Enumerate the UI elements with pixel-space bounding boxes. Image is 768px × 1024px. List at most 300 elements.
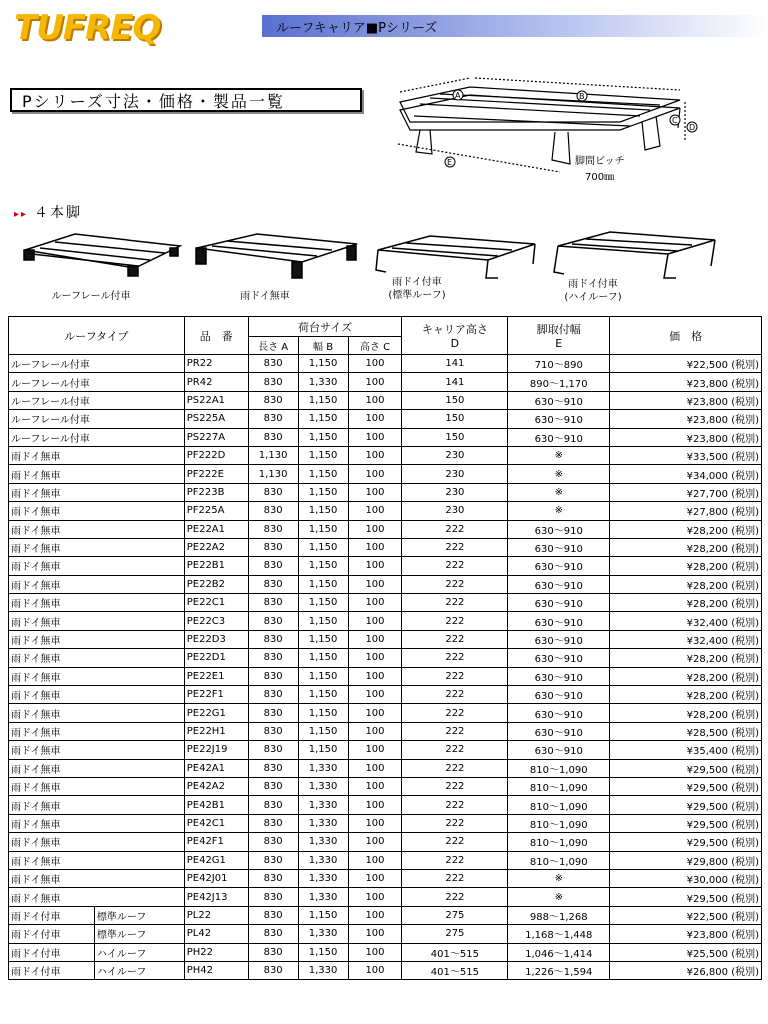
width-cell: 1,150	[298, 557, 348, 575]
roof-subtype-cell: ハイルーフ	[94, 961, 184, 979]
leg-width-cell: 630～910	[508, 741, 610, 759]
table-row	[9, 961, 762, 979]
price-cell: ¥23,800 (税別)	[610, 428, 762, 446]
roof-type-cell: 雨ドイ無車	[9, 612, 185, 630]
table-row	[9, 796, 762, 814]
leg-width-cell: 810～1,090	[508, 796, 610, 814]
height-cell: 100	[348, 906, 402, 924]
part-no-cell: PF223B	[184, 483, 248, 501]
height-cell: 100	[348, 722, 402, 740]
carrier-height-cell: 230	[402, 502, 508, 520]
length-cell: 830	[248, 777, 298, 795]
roof-type-cell: 雨ドイ無車	[9, 557, 185, 575]
table-row	[9, 446, 762, 464]
roof-type-cell: 雨ドイ付車	[9, 943, 95, 961]
carrier-height-cell: 222	[402, 777, 508, 795]
height-cell: 100	[348, 391, 402, 409]
length-cell: 1,130	[248, 446, 298, 464]
table-row	[9, 465, 762, 483]
table-row	[9, 355, 762, 373]
width-cell: 1,330	[298, 961, 348, 979]
leg-width-cell: ※	[508, 502, 610, 520]
height-cell: 100	[348, 373, 402, 391]
table-row	[9, 943, 762, 961]
height-cell: 100	[348, 575, 402, 593]
height-cell: 100	[348, 446, 402, 464]
price-cell: ¥29,500 (税別)	[610, 833, 762, 851]
leg-width-cell: 810～1,090	[508, 833, 610, 851]
table-row	[9, 741, 762, 759]
carrier-height-cell: 150	[402, 391, 508, 409]
price-cell: ¥27,700 (税別)	[610, 483, 762, 501]
price-cell: ¥30,000 (税別)	[610, 869, 762, 887]
width-cell: 1,150	[298, 410, 348, 428]
carrier-height-cell: 222	[402, 575, 508, 593]
length-cell: 830	[248, 649, 298, 667]
roof-type-cell: 雨ドイ無車	[9, 869, 185, 887]
roof-type-cell: 雨ドイ無車	[9, 796, 185, 814]
leg-width-label: 脚取付幅	[536, 323, 581, 336]
leg-width-cell: 630～910	[508, 391, 610, 409]
part-no-cell: PE22B2	[184, 575, 248, 593]
table-row	[9, 428, 762, 446]
leg-width-cell: 630～910	[508, 520, 610, 538]
price-cell: ¥35,400 (税別)	[610, 741, 762, 759]
price-cell: ¥28,200 (税別)	[610, 520, 762, 538]
carrier-height-sub: D	[450, 337, 460, 350]
part-no-cell: PE42A2	[184, 777, 248, 795]
section-title: Pシリーズ寸法・価格・製品一覧	[10, 88, 362, 112]
part-no-cell: PS225A	[184, 410, 248, 428]
leg-width-cell: 630～910	[508, 722, 610, 740]
height-cell: 100	[348, 483, 402, 501]
roof-type-cell: 雨ドイ無車	[9, 594, 185, 612]
width-cell: 1,150	[298, 649, 348, 667]
part-no-cell: PH22	[184, 943, 248, 961]
part-no-cell: PE42F1	[184, 833, 248, 851]
roof-type-cell: 雨ドイ無車	[9, 446, 185, 464]
leg-width-cell: 630～910	[508, 557, 610, 575]
table-row	[9, 704, 762, 722]
length-cell: 830	[248, 741, 298, 759]
roof-type-cell: 雨ドイ無車	[9, 704, 185, 722]
width-cell: 1,330	[298, 925, 348, 943]
price-cell: ¥25,500 (税別)	[610, 943, 762, 961]
width-cell: 1,150	[298, 594, 348, 612]
leg-width-cell: 630～910	[508, 594, 610, 612]
roof-type-cell: ルーフレール付車	[9, 355, 185, 373]
table-row	[9, 851, 762, 869]
part-no-cell: PS22A1	[184, 391, 248, 409]
length-cell: 830	[248, 502, 298, 520]
length-cell: 830	[248, 538, 298, 556]
part-no-cell: PE22B1	[184, 557, 248, 575]
table-row	[9, 667, 762, 685]
page-subtitle: ルーフキャリア■Pシリーズ	[276, 21, 438, 36]
height-cell: 100	[348, 704, 402, 722]
length-cell: 830	[248, 906, 298, 924]
width-cell: 1,150	[298, 722, 348, 740]
price-cell: ¥23,800 (税別)	[610, 925, 762, 943]
price-cell: ¥28,200 (税別)	[610, 686, 762, 704]
roof-type-cell: 雨ドイ無車	[9, 465, 185, 483]
leg-width-cell: 630～910	[508, 686, 610, 704]
roof-subtype-cell: ハイルーフ	[94, 943, 184, 961]
price-cell: ¥29,500 (税別)	[610, 814, 762, 832]
carrier-height-cell: 222	[402, 888, 508, 906]
width-cell: 1,330	[298, 833, 348, 851]
leg-width-cell: 630～910	[508, 704, 610, 722]
width-cell: 1,150	[298, 741, 348, 759]
leg-width-cell: 1,046～1,414	[508, 943, 610, 961]
length-cell: 830	[248, 961, 298, 979]
part-no-cell: PE22D1	[184, 649, 248, 667]
price-cell: ¥28,200 (税別)	[610, 649, 762, 667]
height-cell: 100	[348, 667, 402, 685]
carrier-height-cell: 222	[402, 851, 508, 869]
width-cell: 1,330	[298, 888, 348, 906]
part-no-cell: PH42	[184, 961, 248, 979]
leg-width-cell: 1,168～1,448	[508, 925, 610, 943]
carrier-height-cell: 230	[402, 483, 508, 501]
part-no-cell: PF222D	[184, 446, 248, 464]
roof-subtype-cell: 標準ルーフ	[94, 906, 184, 924]
carrier-height-cell: 222	[402, 667, 508, 685]
length-cell: 830	[248, 704, 298, 722]
table-row	[9, 410, 762, 428]
height-cell: 100	[348, 538, 402, 556]
roof-type-cell: 雨ドイ無車	[9, 888, 185, 906]
caption-gutter-high: 雨ドイ付車 (ハイルーフ)	[564, 279, 622, 303]
price-cell: ¥28,200 (税別)	[610, 704, 762, 722]
length-cell: 830	[248, 943, 298, 961]
width-cell: 1,330	[298, 796, 348, 814]
carrier-image-gutter-high	[550, 228, 720, 280]
height-cell: 100	[348, 777, 402, 795]
leg-width-cell: ※	[508, 869, 610, 887]
roof-type-cell: 雨ドイ無車	[9, 777, 185, 795]
leg-width-cell: 988～1,268	[508, 906, 610, 924]
table-row	[9, 906, 762, 924]
leg-width-cell: 630～910	[508, 428, 610, 446]
part-no-cell: PE42B1	[184, 796, 248, 814]
roof-type-cell: 雨ドイ無車	[9, 538, 185, 556]
table-row	[9, 759, 762, 777]
carrier-height-cell: 230	[402, 446, 508, 464]
length-cell: 830	[248, 557, 298, 575]
leg-width-cell: 630～910	[508, 575, 610, 593]
carrier-height-cell: 222	[402, 557, 508, 575]
width-cell: 1,150	[298, 943, 348, 961]
width-cell: 1,330	[298, 373, 348, 391]
table-row	[9, 814, 762, 832]
width-cell: 1,150	[298, 391, 348, 409]
carrier-height-cell: 222	[402, 796, 508, 814]
price-cell: ¥29,800 (税別)	[610, 851, 762, 869]
roof-type-cell: 雨ドイ無車	[9, 741, 185, 759]
part-no-cell: PE42A1	[184, 759, 248, 777]
brand-logo: TUFREQ	[14, 8, 161, 48]
length-cell: 830	[248, 373, 298, 391]
width-cell: 1,150	[298, 538, 348, 556]
width-cell: 1,150	[298, 446, 348, 464]
width-cell: 1,330	[298, 869, 348, 887]
part-no-cell: PE22A1	[184, 520, 248, 538]
part-no-cell: PE22J19	[184, 741, 248, 759]
leg-width-cell: 810～1,090	[508, 814, 610, 832]
width-cell: 1,330	[298, 759, 348, 777]
width-cell: 1,150	[298, 704, 348, 722]
table-row	[9, 373, 762, 391]
part-no-cell: PE42C1	[184, 814, 248, 832]
carrier-height-cell: 230	[402, 465, 508, 483]
table-row	[9, 777, 762, 795]
height-cell: 100	[348, 465, 402, 483]
price-cell: ¥29,500 (税別)	[610, 796, 762, 814]
length-cell: 830	[248, 833, 298, 851]
part-no-cell: PL42	[184, 925, 248, 943]
leg-width-cell: ※	[508, 888, 610, 906]
col-length: 長さ A	[248, 337, 298, 355]
table-row	[9, 722, 762, 740]
roof-type-cell: 雨ドイ無車	[9, 520, 185, 538]
carrier-height-cell: 141	[402, 373, 508, 391]
carrier-image-no-gutter	[192, 228, 362, 280]
table-row	[9, 612, 762, 630]
table-row	[9, 520, 762, 538]
table-row	[9, 686, 762, 704]
length-cell: 830	[248, 925, 298, 943]
price-cell: ¥28,200 (税別)	[610, 538, 762, 556]
price-cell: ¥33,500 (税別)	[610, 446, 762, 464]
height-cell: 100	[348, 520, 402, 538]
table-row	[9, 833, 762, 851]
width-cell: 1,330	[298, 814, 348, 832]
carrier-height-cell: 222	[402, 612, 508, 630]
price-cell: ¥23,800 (税別)	[610, 410, 762, 428]
width-cell: 1,150	[298, 483, 348, 501]
carrier-height-cell: 222	[402, 704, 508, 722]
col-part-no: 品 番	[184, 317, 248, 355]
table-row	[9, 538, 762, 556]
leg-width-cell: 630～910	[508, 649, 610, 667]
part-no-cell: PE22H1	[184, 722, 248, 740]
height-cell: 100	[348, 557, 402, 575]
carrier-height-cell: 222	[402, 630, 508, 648]
carrier-height-cell: 222	[402, 741, 508, 759]
height-cell: 100	[348, 814, 402, 832]
price-cell: ¥32,400 (税別)	[610, 612, 762, 630]
length-cell: 830	[248, 575, 298, 593]
part-no-cell: PE22E1	[184, 667, 248, 685]
height-cell: 100	[348, 943, 402, 961]
part-no-cell: PF222E	[184, 465, 248, 483]
roof-type-cell: 雨ドイ無車	[9, 575, 185, 593]
height-cell: 100	[348, 961, 402, 979]
leg-width-cell: ※	[508, 465, 610, 483]
carrier-image-roof-rail	[20, 228, 190, 280]
leg-width-cell: 810～1,090	[508, 851, 610, 869]
height-cell: 100	[348, 428, 402, 446]
height-cell: 100	[348, 410, 402, 428]
carrier-height-cell: 141	[402, 355, 508, 373]
length-cell: 830	[248, 667, 298, 685]
length-cell: 830	[248, 686, 298, 704]
table-row	[9, 925, 762, 943]
price-cell: ¥28,500 (税別)	[610, 722, 762, 740]
carrier-height-cell: 222	[402, 759, 508, 777]
leg-width-cell: 630～910	[508, 612, 610, 630]
label-d: D	[689, 123, 696, 132]
height-cell: 100	[348, 759, 402, 777]
carrier-height-cell: 222	[402, 538, 508, 556]
height-cell: 100	[348, 833, 402, 851]
leg-width-cell: ※	[508, 446, 610, 464]
roof-type-cell: 雨ドイ無車	[9, 630, 185, 648]
table-row	[9, 649, 762, 667]
carrier-height-cell: 150	[402, 428, 508, 446]
price-cell: ¥32,400 (税別)	[610, 630, 762, 648]
table-row	[9, 391, 762, 409]
price-cell: ¥22,500 (税別)	[610, 906, 762, 924]
price-cell: ¥28,200 (税別)	[610, 557, 762, 575]
table-row	[9, 869, 762, 887]
roof-type-cell: ルーフレール付車	[9, 428, 185, 446]
length-cell: 830	[248, 428, 298, 446]
price-cell: ¥28,200 (税別)	[610, 594, 762, 612]
width-cell: 1,330	[298, 851, 348, 869]
price-cell: ¥27,800 (税別)	[610, 502, 762, 520]
part-no-cell: PE22G1	[184, 704, 248, 722]
legs-heading-text: ４本脚	[34, 205, 83, 221]
leg-width-cell: 630～910	[508, 630, 610, 648]
price-cell: ¥23,800 (税別)	[610, 373, 762, 391]
length-cell: 830	[248, 594, 298, 612]
leg-width-cell: 630～910	[508, 410, 610, 428]
roof-type-cell: 雨ドイ付車	[9, 925, 95, 943]
length-cell: 830	[248, 630, 298, 648]
table-row	[9, 575, 762, 593]
price-cell: ¥29,500 (税別)	[610, 777, 762, 795]
price-cell: ¥26,800 (税別)	[610, 961, 762, 979]
roof-type-cell: ルーフレール付車	[9, 410, 185, 428]
length-cell: 830	[248, 612, 298, 630]
caption-gutter-standard: 雨ドイ付車 (標準ルーフ)	[388, 277, 446, 301]
height-cell: 100	[348, 649, 402, 667]
col-price: 価 格	[610, 317, 762, 355]
leg-width-cell: 890～1,170	[508, 373, 610, 391]
roof-type-cell: 雨ドイ無車	[9, 722, 185, 740]
label-c: C	[672, 116, 678, 125]
height-cell: 100	[348, 502, 402, 520]
roof-type-cell: ルーフレール付車	[9, 391, 185, 409]
price-cell: ¥34,000 (税別)	[610, 465, 762, 483]
carrier-height-cell: 222	[402, 520, 508, 538]
length-cell: 830	[248, 888, 298, 906]
height-cell: 100	[348, 925, 402, 943]
width-cell: 1,150	[298, 520, 348, 538]
price-cell: ¥22,500 (税別)	[610, 355, 762, 373]
length-cell: 830	[248, 759, 298, 777]
height-cell: 100	[348, 630, 402, 648]
arrow-icon: ▸▸	[14, 209, 29, 220]
table-row	[9, 557, 762, 575]
pitch-label: 脚間ピッチ	[575, 156, 625, 167]
carrier-height-cell: 222	[402, 833, 508, 851]
height-cell: 100	[348, 686, 402, 704]
part-no-cell: PS227A	[184, 428, 248, 446]
height-cell: 100	[348, 869, 402, 887]
leg-width-cell: ※	[508, 483, 610, 501]
leg-width-cell: 630～910	[508, 538, 610, 556]
height-cell: 100	[348, 594, 402, 612]
roof-type-cell: 雨ドイ無車	[9, 686, 185, 704]
leg-width-cell: 810～1,090	[508, 777, 610, 795]
label-a: A	[455, 91, 461, 100]
caption-no-gutter: 雨ドイ無車	[240, 291, 290, 302]
length-cell: 830	[248, 814, 298, 832]
part-no-cell: PE22D3	[184, 630, 248, 648]
length-cell: 830	[248, 410, 298, 428]
carrier-height-cell: 222	[402, 869, 508, 887]
part-no-cell: PE22A2	[184, 538, 248, 556]
part-no-cell: PR22	[184, 355, 248, 373]
part-no-cell: PE22F1	[184, 686, 248, 704]
roof-type-cell: 雨ドイ無車	[9, 502, 185, 520]
length-cell: 830	[248, 520, 298, 538]
part-no-cell: PE42J13	[184, 888, 248, 906]
roof-type-cell: 雨ドイ無車	[9, 759, 185, 777]
col-height: 高さ C	[348, 337, 402, 355]
price-cell: ¥28,200 (税別)	[610, 667, 762, 685]
length-cell: 830	[248, 355, 298, 373]
table-row	[9, 888, 762, 906]
col-load-size: 荷台サイズ	[248, 317, 402, 337]
length-cell: 830	[248, 483, 298, 501]
width-cell: 1,150	[298, 630, 348, 648]
price-cell: ¥28,200 (税別)	[610, 575, 762, 593]
part-no-cell: PL22	[184, 906, 248, 924]
length-cell: 830	[248, 722, 298, 740]
width-cell: 1,150	[298, 575, 348, 593]
col-carrier-height	[402, 317, 508, 355]
roof-type-cell: 雨ドイ無車	[9, 667, 185, 685]
width-cell: 1,150	[298, 667, 348, 685]
roof-type-cell: 雨ドイ無車	[9, 483, 185, 501]
carrier-height-cell: 275	[402, 925, 508, 943]
label-b: B	[579, 92, 585, 101]
leg-width-cell: 710～890	[508, 355, 610, 373]
carrier-height-cell: 275	[402, 906, 508, 924]
width-cell: 1,150	[298, 612, 348, 630]
carrier-height-cell: 401～515	[402, 961, 508, 979]
dimension-diagram	[380, 72, 710, 187]
roof-type-cell: 雨ドイ無車	[9, 833, 185, 851]
pitch-value: 700㎜	[585, 172, 615, 183]
table-row	[9, 594, 762, 612]
col-width: 幅 B	[298, 337, 348, 355]
part-no-cell: PR42	[184, 373, 248, 391]
length-cell: 830	[248, 796, 298, 814]
roof-type-cell: ルーフレール付車	[9, 373, 185, 391]
caption-roof-rail: ルーフレール付車	[51, 291, 131, 302]
width-cell: 1,150	[298, 355, 348, 373]
carrier-image-gutter-standard	[370, 228, 540, 280]
carrier-height-cell: 222	[402, 686, 508, 704]
col-roof-type: ルーフタイプ	[9, 317, 185, 355]
spec-table	[8, 316, 762, 980]
carrier-height-cell: 150	[402, 410, 508, 428]
